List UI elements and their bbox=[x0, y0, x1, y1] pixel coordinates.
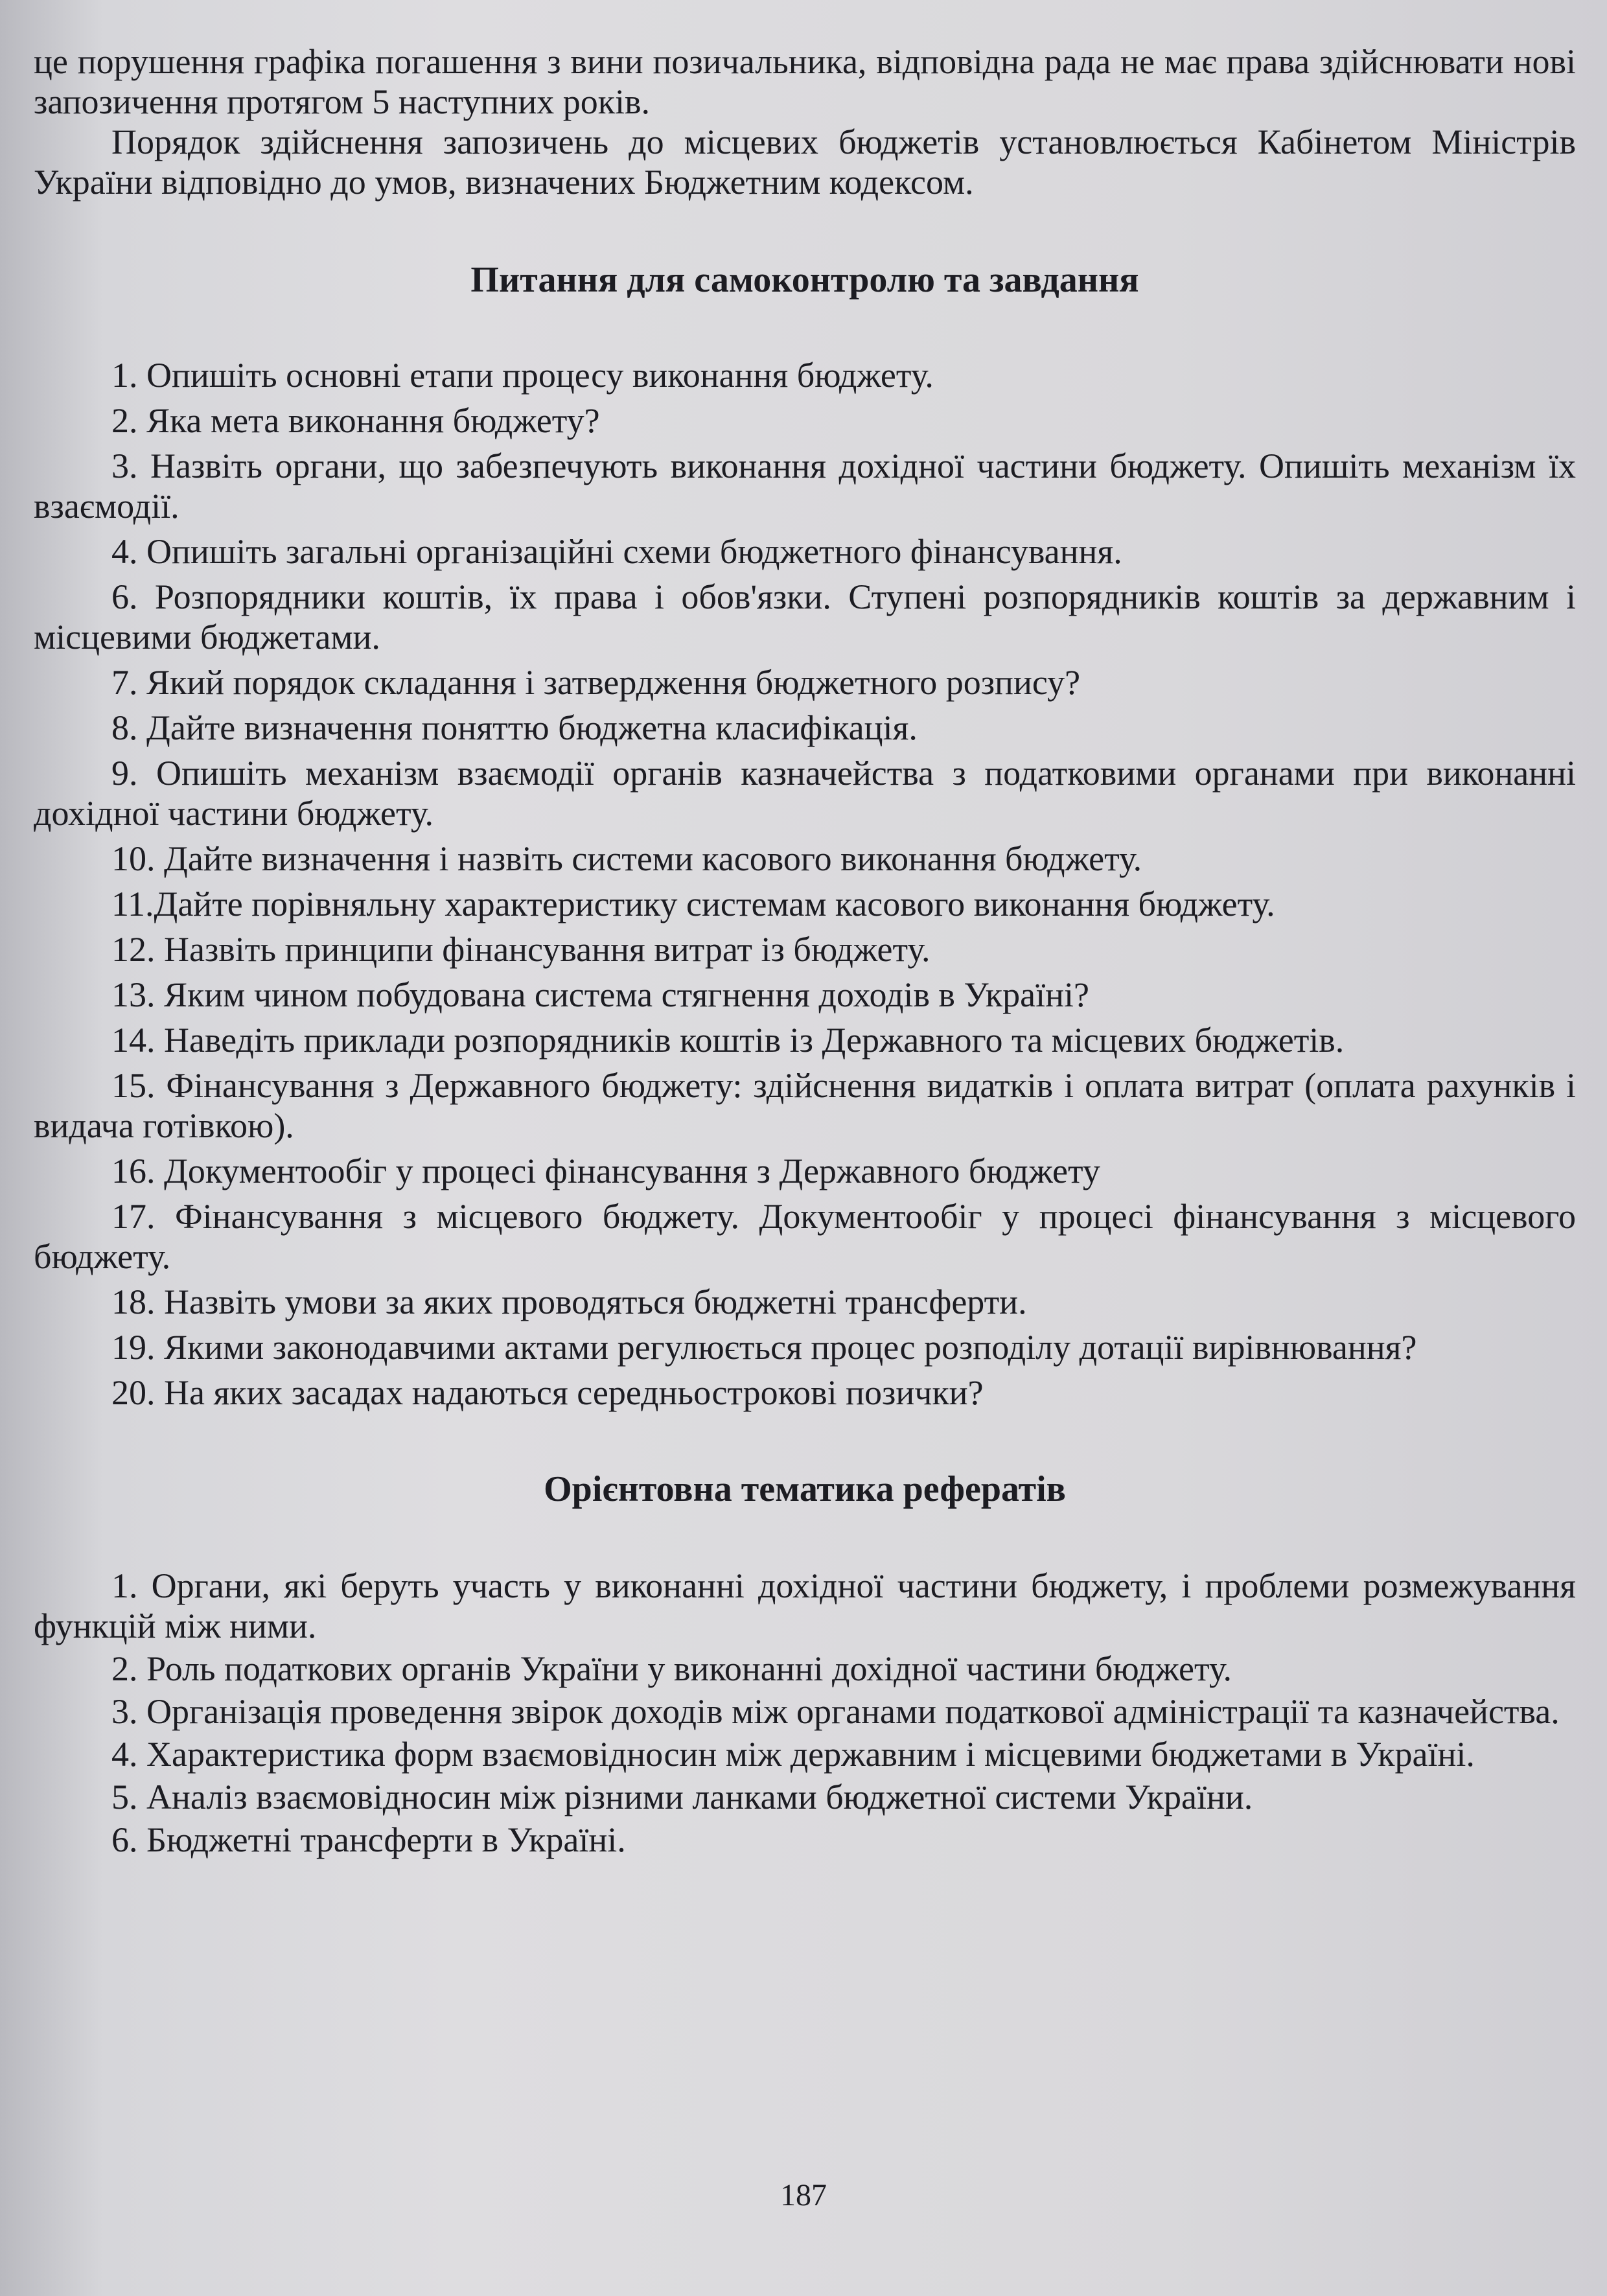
topics-list bbox=[34, 1566, 1576, 1860]
list-item: 1. Опишіть основні етапи процесу виконання бюджету. bbox=[111, 356, 934, 395]
list-item: 13. Яким чином побудована система стягнення доходів в Україні? bbox=[111, 975, 1089, 1014]
list-item: 7. Який порядок складання і затвердження бюджетного розпису? bbox=[111, 663, 1081, 702]
list-item: 6. Розпорядники коштів, їх права і обов'язки. Ступені розпорядників коштів за державним і місцевими бюджетами. bbox=[34, 577, 1576, 656]
list-item: 2. Яка мета виконання бюджету? bbox=[111, 401, 600, 440]
list-item: 19. Якими законодавчими актами регулюється процес розподілу дотації вирівнювання? bbox=[111, 1328, 1417, 1367]
list-item: 4. Характеристика форм взаємовідносин між державним і місцевими бюджетами в Україні. bbox=[111, 1735, 1475, 1774]
intro-paragraph-2: Порядок здійснення запозичень до місцевих бюджетів установлюється Кабінетом Міністрів України відповідно до умов, визначених Бюджетним кодексом. bbox=[34, 122, 1576, 202]
list-item: 18. Назвіть умови за яких проводяться бюджетні трансферти. bbox=[111, 1282, 1027, 1321]
list-item: 15. Фінансування з Державного бюджету: здійснення видатків і оплата витрат (оплата рахунків і видача готівкою). bbox=[34, 1066, 1576, 1145]
list-item: 8. Дайте визначення поняттю бюджетна класифікація. bbox=[111, 708, 918, 747]
list-item: 5. Аналіз взаємовідносин між різними ланками бюджетної системи України. bbox=[111, 1778, 1253, 1816]
list-item: 9. Опишіть механізм взаємодії органів казначейства з податковими органами при виконанні дохідної частини бюджету. bbox=[34, 754, 1576, 833]
list-item: 14. Наведіть приклади розпорядників коштів із Державного та місцевих бюджетів. bbox=[111, 1021, 1345, 1060]
list-item: 11.Дайте порівняльну характеристику системам касового виконання бюджету. bbox=[111, 885, 1275, 923]
intro-section bbox=[34, 41, 1576, 202]
list-item: 1. Органи, які беруть участь у виконанні дохідної частини бюджету, і проблеми розмежування функцій між ними. bbox=[34, 1566, 1576, 1645]
list-item: 3. Назвіть органи, що забезпечують виконання дохідної частини бюджету. Опишіть механізм їх взаємодії. bbox=[34, 446, 1576, 526]
questions-list bbox=[34, 355, 1576, 1413]
list-item: 4. Опишіть загальні організаційні схеми бюджетного фінансування. bbox=[111, 532, 1122, 571]
list-item: 6. Бюджетні трансферти в Україні. bbox=[111, 1820, 626, 1859]
list-item: 12. Назвіть принципи фінансування витрат із бюджету. bbox=[111, 930, 931, 969]
list-item: 17. Фінансування з місцевого бюджету. Документообіг у процесі фінансування з місцевого бюджету. bbox=[34, 1197, 1576, 1276]
list-item: 10. Дайте визначення і назвіть системи касового виконання бюджету. bbox=[111, 839, 1142, 878]
questions-heading: Питання для самоконтролю та завдання bbox=[470, 260, 1139, 300]
list-item: 2. Роль податкових органів України у виконанні дохідної частини бюджету. bbox=[111, 1649, 1232, 1688]
list-item: 16. Документообіг у процесі фінансування з Державного бюджету bbox=[111, 1152, 1100, 1190]
list-item: 20. На яких засадах надаються середньострокові позички? bbox=[111, 1373, 984, 1412]
intro-paragraph-1: це порушення графіка погашення з вини позичальника, відповідна рада не має права здійснювати нові запозичення протягом 5 наступних років. bbox=[34, 42, 1576, 121]
page-content bbox=[34, 41, 1576, 1862]
topics-heading: Орієнтовна тематика рефератів bbox=[544, 1469, 1066, 1509]
page-number: 187 bbox=[780, 2178, 827, 2212]
list-item: 3. Організація проведення звірок доходів між органами податкової адміністрації та казначейства. bbox=[111, 1692, 1560, 1731]
